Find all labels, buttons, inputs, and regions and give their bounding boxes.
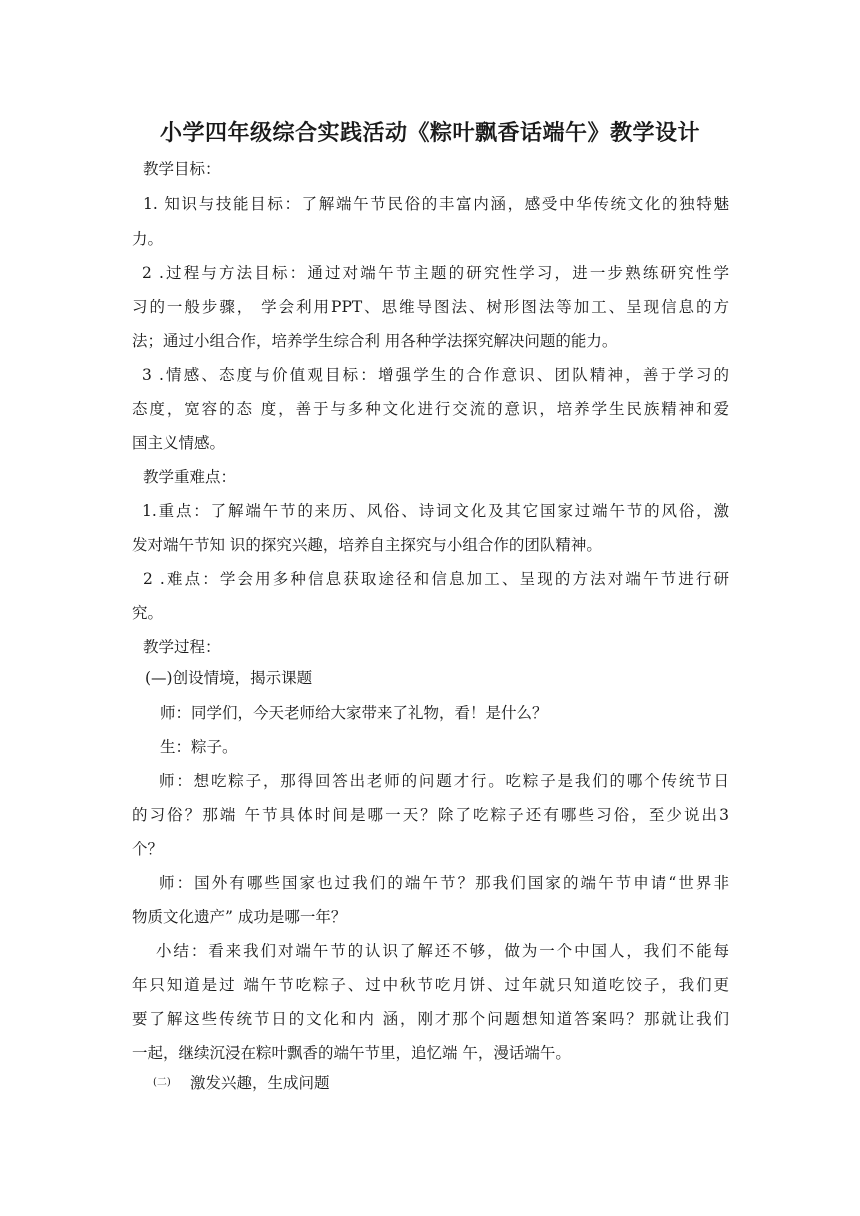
teacher-line-2-part-1: 师：想吃粽子，那得回答出老师的问题才行。吃粽子是我们的哪个传统节日 — [159, 772, 729, 790]
objective-2-line-2: 习的一般步骤， 学会利用PPT、思维导图法、树形图法等加工、呈现信息的方 — [132, 298, 729, 316]
document-title: 小学四年级综合实践活动《粽叶飘香话端午》教学设计 — [159, 120, 700, 146]
objective-3-line-3: 国主义情感。 — [132, 434, 226, 452]
teacher-line-1: 师：同学们，今天老师给大家带来了礼物，看！是什么？ — [160, 704, 548, 722]
summary-line-1: 小结：看来我们对端午节的认识了解还不够，做为一个中国人，我们不能每 — [156, 942, 729, 960]
teacher-line-3-part-2: 物质文化遗产” 成功是哪一年？ — [132, 908, 347, 926]
objective-3-line-1: 3 .情感、态度与价值观目标：增强学生的合作意识、团队精神，善于学习的 — [142, 366, 729, 384]
key-point-line-2: 发对端午节知 识的探究兴趣，培养自主探究与小组合作的团队精神。 — [132, 536, 602, 554]
difficulty-line-1: 2 .难点：学会用多种信息获取途径和信息加工、呈现的方法对端午节进行研 — [143, 570, 729, 588]
objective-1-line-1: 1. 知识与技能目标：了解端午节民俗的丰富内涵，感受中华传统文化的独特魅 — [143, 195, 729, 213]
summary-line-4: 一起，继续沉浸在粽叶飘香的端午节里，追忆端 午，漫话端午。 — [132, 1044, 571, 1062]
heading-process: 教学过程： — [143, 638, 221, 656]
heading-objectives: 教学目标： — [143, 160, 221, 178]
key-point-line-1: 1.重点：了解端午节的来历、风俗、诗词文化及其它国家过端午节的风俗，激 — [142, 502, 729, 520]
teacher-line-2-part-3: 个？ — [132, 840, 164, 858]
teacher-line-3-part-1: 师：国外有哪些国家也过我们的端午节？那我们国家的端午节申请“世界非 — [159, 874, 729, 892]
objective-2-line-3: 法；通过小组合作，培养学生综合利 用各种学法探究解决问题的能力。 — [132, 332, 618, 350]
summary-line-3: 要了解这些传统节日的文化和内 涵，刚才那个问题想知道答案吗？那就让我们 — [132, 1010, 729, 1028]
student-line-1: 生：粽子。 — [160, 738, 238, 756]
summary-line-2: 年只知道是过 端午节吃粽子、过中秋节吃月饼、过年就只知道吃饺子，我们更 — [132, 976, 729, 994]
heading-key-points: 教学重难点： — [143, 468, 237, 486]
section-1-heading: (—)创设情境，揭示课题 — [145, 669, 313, 687]
objective-3-line-2: 态度，宽容的态 度，善于与多种文化进行交流的意识，培养学生民族精神和爱 — [132, 400, 729, 418]
section-2-number: (二) — [153, 1077, 171, 1088]
objective-1-line-2: 力。 — [132, 230, 164, 248]
teacher-line-2-part-2: 的习俗？那端 午节具体时间是哪一天？除了吃粽子还有哪些习俗，至少说出3 — [132, 806, 729, 824]
section-2-heading: 激发兴趣，生成问题 — [190, 1074, 330, 1092]
objective-2-line-1: 2 .过程与方法目标：通过对端午节主题的研究性学习，进一步熟练研究性学 — [142, 264, 729, 282]
difficulty-line-2: 究。 — [132, 604, 164, 622]
